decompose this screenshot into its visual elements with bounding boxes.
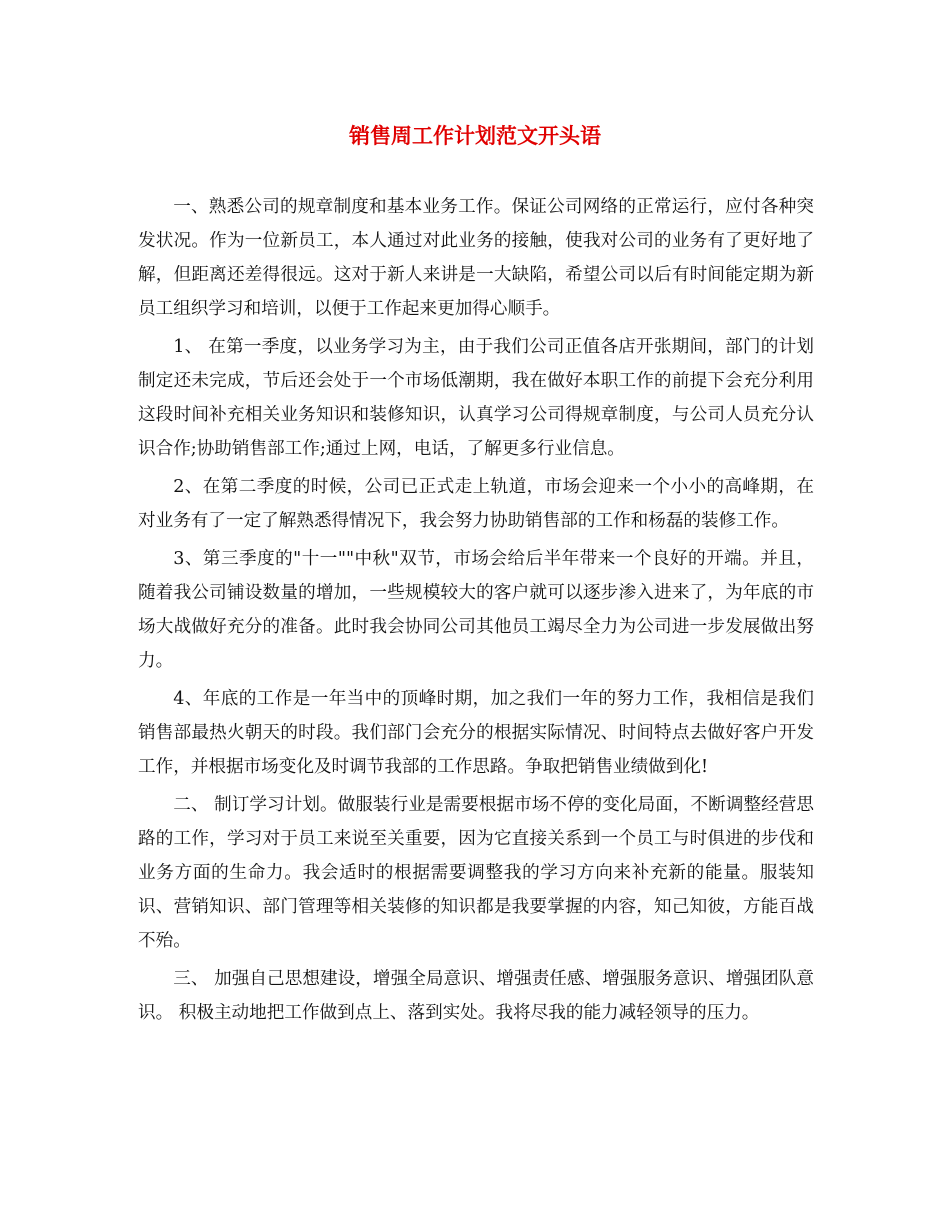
document-body [138, 190, 814, 1034]
paragraph-q4: 4、年底的工作是一年当中的顶峰时期，加之我们一年的努力工作，我相信是我们销售部最热火朝天的时段。我们部门会充分的根据实际情况、时间特点去做好客户开发工作，并根据市场变化及时调节我部的工作思路。争取把销售业绩做到化! [138, 689, 814, 777]
paragraph-intro: 一、熟悉公司的规章制度和基本业务工作。保证公司网络的正常运行，应付各种突发状况。作为一位新员工，本人通过对此业务的接触，使我对公司的业务有了更好地了解，但距离还差得很远。这对于新人来讲是一大缺陷，希望公司以后有时间能定期为新员工组织学习和培训，以便于工作起来更加得心顺手。 [138, 197, 814, 319]
paragraph-self-improvement: 三、 加强自己思想建设，增强全局意识、增强责任感、增强服务意识、增强团队意识。 积极主动地把工作做到点上、落到实处。我将尽我的能力减轻领导的压力。 [138, 969, 814, 1023]
paragraph-q2: 2、在第二季度的时候，公司已正式走上轨道，市场会迎来一个小小的高峰期，在对业务有了一定了解熟悉得情况下，我会努力协助销售部的工作和杨磊的装修工作。 [138, 477, 814, 531]
paragraph-q1: 1、 在第一季度，以业务学习为主，由于我们公司正值各店开张期间，部门的计划制定还未完成，节后还会处于一个市场低潮期，我在做好本职工作的前提下会充分利用这段时间补充相关业务知识和装修知识，认真学习公司得规章制度，与公司人员充分认识合作;协助销售部工作;通过上网，电话，了解更多行业信息。 [138, 337, 814, 459]
paragraph-q3: 3、第三季度的"十一""中秋"双节，市场会给后半年带来一个良好的开端。并且，随着我公司铺设数量的增加，一些规模较大的客户就可以逐步渗入进来了，为年底的市场大战做好充分的准备。此时我会协同公司其他员工竭尽全力为公司进一步发展做出努力。 [138, 549, 814, 671]
paragraph-study-plan: 二、 制订学习计划。做服装行业是需要根据市场不停的变化局面，不断调整经营思路的工作，学习对于员工来说至关重要，因为它直接关系到一个员工与时俱进的步伐和业务方面的生命力。我会适时的根据需要调整我的学习方向来补充新的能量。服装知识、营销知识、部门管理等相关装修的知识都是我要掌握的内容，知己知彼，方能百战不殆。 [138, 795, 814, 951]
document-title: 销售周工作计划范文开头语 [349, 123, 601, 148]
